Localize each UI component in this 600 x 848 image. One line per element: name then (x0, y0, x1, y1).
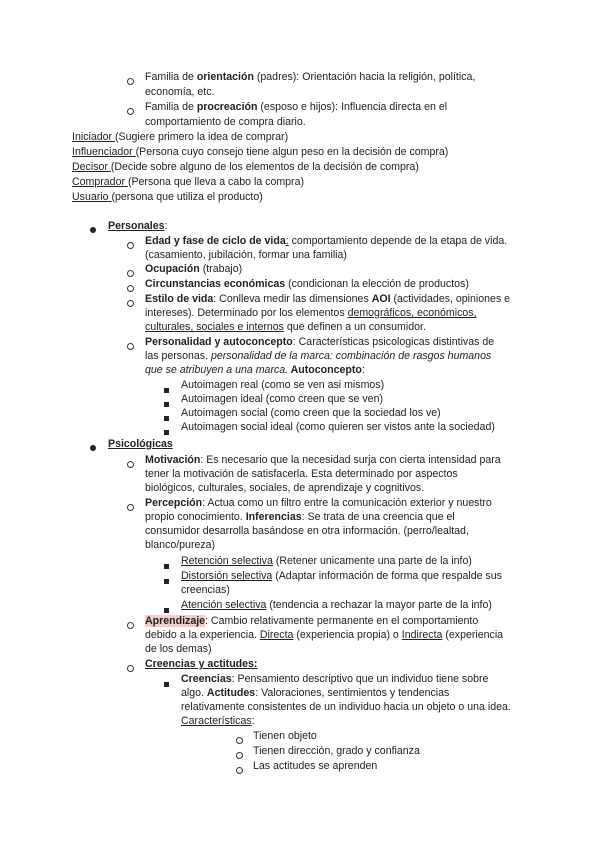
role-usuario: Usuario (persona que utiliza el producto) (72, 191, 263, 203)
filled-bullet-icon (90, 224, 96, 237)
motivacion-item: Motivación: Es necesario que la necesidad surja con cierta intensidad para (145, 454, 501, 466)
caracteristica-item: Tienen objeto (253, 730, 317, 742)
estilo-item-l2: intereses). Determinado por los elementos demográficos, económicos, (145, 307, 477, 319)
edad-item-cont: (casamiento, jubilación, formar una familia) (145, 249, 347, 261)
caracteristica-item: Las actitudes se aprenden (253, 760, 378, 772)
open-bullet-icon (127, 268, 134, 281)
role-decisor: Decisor (Decide sobre alguno de los elementos de la decisión de compra) (72, 161, 419, 173)
personalidad-item-l2: las personas. personalidad de la marca: combinación de rasgos humanos (145, 350, 492, 362)
square-bullet-icon (164, 398, 169, 411)
filled-bullet-icon (90, 442, 96, 455)
psicologicas-heading: Psicológicas (108, 438, 173, 450)
percepcion-item-l3: consumidor desarrolla basándose en otra información. (perro/lealtad, (145, 525, 469, 537)
estilo-item-l3: culturales, sociales e internos que definen a un consumidor. (145, 321, 426, 333)
personalidad-item-l3: que se atribuyen a una marca. Autoconcepto: (145, 364, 365, 376)
creencias-item-l2: algo. Actitudes: Valoraciones, sentimientos y tendencias (181, 687, 450, 699)
autoimagen-item: Autoimagen social (como creen que la sociedad los ve) (181, 407, 441, 419)
caracteristicas-label: Características: (181, 715, 255, 727)
role-comprador: Comprador (Persona que lleva a cabo la compra) (72, 176, 305, 188)
role-influenciador: Influenciador (Persona cuyo consejo tiene algun peso en la decisión de compra) (72, 146, 449, 158)
ocupacion-item: Ocupación (trabajo) (145, 263, 243, 275)
autoimagen-item: Autoimagen ideal (como creen que se ven) (181, 393, 383, 405)
open-bullet-icon (127, 283, 134, 296)
open-bullet-icon (127, 298, 134, 311)
personales-heading: Personales: (108, 220, 168, 232)
square-bullet-icon (164, 412, 169, 425)
motivacion-item-l3: biológicos, culturales, sociales, de aprendizaje y cognitivos. (145, 482, 425, 494)
open-bullet-icon (236, 735, 243, 748)
percepcion-item-l2: propio conocimiento. Inferencias: Se trata de una creencia que el (145, 511, 455, 523)
estilo-item: Estilo de vida: Conlleva medir las dimensiones AOI (actividades, opiniones e (145, 293, 511, 305)
role-iniciador: Iniciador (Sugiere primero la idea de comprar) (72, 131, 289, 143)
distorsion-item: Distorsión selectiva (Adaptar información de forma que respalde sus (181, 570, 502, 582)
creencias-item: Creencias: Pensamiento descriptivo que un individuo tiene sobre (181, 673, 489, 685)
open-bullet-icon (127, 620, 134, 633)
caracteristica-item: Tienen dirección, grado y confianza (253, 745, 420, 757)
percepcion-item: Percepción: Actua como un filtro entre la comunicación exterior y nuestro (145, 497, 492, 509)
autoimagen-item: Autoimagen social ideal (como quieren ser vistos ante la sociedad) (181, 421, 495, 433)
autoimagen-item: Autoimagen real (como se ven asi mismos) (181, 379, 385, 391)
open-bullet-icon (236, 750, 243, 763)
square-bullet-icon (164, 384, 169, 397)
square-bullet-icon (164, 575, 169, 588)
atencion-item: Atención selectiva (tendencia a rechazar la mayor parte de la info) (181, 599, 492, 611)
open-bullet-icon (236, 765, 243, 778)
edad-item: Edad y fase de ciclo de vida: comportamiento depende de la etapa de vida. (145, 235, 508, 247)
aprendizaje-item: Aprendizaje: Cambio relativamente permanente en el comportamiento (145, 615, 479, 627)
square-bullet-icon (164, 678, 169, 691)
distorsion-item-cont: creencias) (181, 584, 230, 596)
family-procreation-cont: comportamiento de compra diario. (145, 116, 306, 128)
open-bullet-icon (127, 76, 134, 89)
open-bullet-icon (127, 106, 134, 119)
open-bullet-icon (127, 459, 134, 472)
open-bullet-icon (127, 341, 134, 354)
circunstancias-item: Circunstancias económicas (condicionan la elección de productos) (145, 278, 469, 290)
aprendizaje-item-l2: debido a la experiencia. Directa (experiencia propia) o Indirecta (experiencia (145, 629, 504, 641)
family-orientation-cont: economía, etc. (145, 86, 215, 98)
aprendizaje-item-l3: de los demas) (145, 643, 212, 655)
open-bullet-icon (127, 240, 134, 253)
family-procreation: Familia de procreación (esposo e hijos): Influencia directa en el (145, 101, 448, 113)
open-bullet-icon (127, 663, 134, 676)
square-bullet-icon (164, 560, 169, 573)
retencion-item: Retención selectiva (Retener unicamente una parte de la info) (181, 555, 472, 567)
motivacion-item-l2: tener la motivación de satisfacerla. Esta determinado por aspectos (145, 468, 458, 480)
personalidad-item: Personalidad y autoconcepto: Características psicologicas distintivas de (145, 336, 495, 348)
percepcion-item-l4: blanco/pureza) (145, 539, 216, 551)
creencias-heading: Creencias y actitudes: (145, 658, 258, 670)
creencias-item-l3: relativamente consistentes de un individuo hacia un objeto o una idea. (181, 701, 511, 713)
open-bullet-icon (127, 502, 134, 515)
family-orientation: Familia de orientación (padres): Orientación hacia la religión, política, (145, 71, 476, 83)
